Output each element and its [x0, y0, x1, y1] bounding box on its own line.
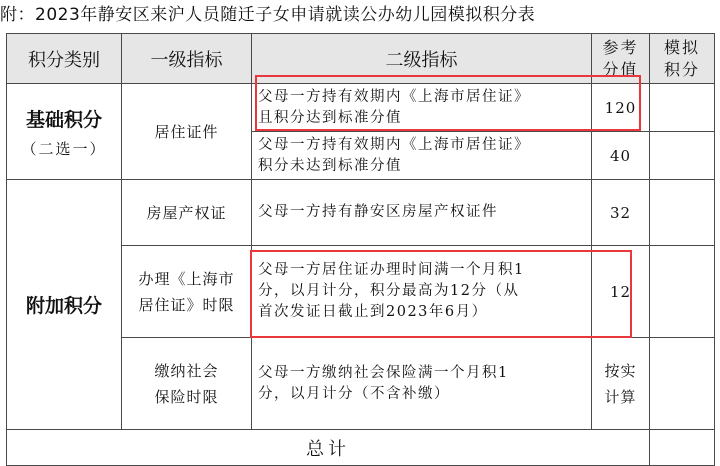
- score-line: 计算: [604, 387, 637, 406]
- score-value: [592, 338, 650, 430]
- level1-line: 房屋产权证: [146, 203, 227, 222]
- level1-line: 缴纳社会: [154, 361, 219, 380]
- score-table: [6, 33, 715, 466]
- level2-cell: [252, 84, 592, 132]
- total-label: 总计: [7, 430, 650, 466]
- simulated-score-cell[interactable]: [650, 132, 715, 180]
- simulated-score-cell[interactable]: [650, 246, 715, 338]
- simulated-score-cell[interactable]: [650, 338, 715, 430]
- header-sim-line2: 积分: [663, 59, 700, 79]
- header-score-line2: 分值: [602, 59, 639, 79]
- level1-line: 居住证》时限: [138, 295, 235, 314]
- score-value: 32: [592, 180, 650, 246]
- page-title: 附：2023年静安区来沪人员随迁子女申请就读公办幼儿园模拟积分表: [0, 5, 536, 25]
- table-row: [7, 180, 715, 246]
- simulated-score-cell[interactable]: [650, 84, 715, 132]
- level1-line: 保险时限: [154, 387, 219, 406]
- level2-line: 父母一方持有静安区房屋产权证件: [258, 204, 498, 220]
- total-score-cell[interactable]: [650, 430, 715, 466]
- level2-line: 分，以月计分，积分最高为12分（从: [258, 283, 520, 299]
- category-basic-label: 基础积分: [25, 108, 102, 131]
- level2-line: 父母一方持有效期内《上海市居住证》: [258, 136, 530, 153]
- header-simulated: [650, 34, 715, 84]
- header-score-line1: 参考: [602, 37, 639, 57]
- level2-cell: [252, 246, 592, 338]
- level2-line: 分，以月计分（不含补缴）: [258, 385, 450, 402]
- level2-line: 父母一方持有效期内《上海市居住证》: [258, 88, 530, 105]
- score-value: 120: [592, 84, 650, 132]
- simulated-score-cell[interactable]: [650, 180, 715, 246]
- header-level1: 一级指标: [122, 34, 252, 84]
- level2-line: 父母一方缴纳社会保险满一个月积1: [258, 364, 509, 381]
- header-level2: 二级指标: [252, 34, 592, 84]
- level1-line: 办理《上海市: [138, 269, 235, 288]
- header-sim-line1: 模拟: [663, 37, 700, 57]
- level1-cell: [122, 180, 252, 246]
- level1-cell: [122, 246, 252, 338]
- table-row: [7, 84, 715, 132]
- level1-cell: [122, 338, 252, 430]
- level2-line: 父母一方居住证办理时间满一个月积1: [258, 262, 525, 278]
- header-row: [7, 34, 715, 84]
- level2-cell: [252, 180, 592, 246]
- score-value: 40: [592, 132, 650, 180]
- level2-cell: [252, 132, 592, 180]
- level2-cell: [252, 338, 592, 430]
- category-basic: [7, 84, 122, 180]
- level2-line: 积分未达到标准分值: [258, 157, 402, 174]
- header-score: [592, 34, 650, 84]
- category-basic-note: （二选一）: [21, 139, 107, 158]
- category-additional: 附加积分: [7, 180, 122, 430]
- score-value: 12: [592, 246, 650, 338]
- level2-line: 首次发证日截止到2023年6月）: [258, 304, 488, 320]
- total-row: [7, 430, 715, 466]
- level1-residence: 居住证件: [122, 84, 252, 180]
- header-category: 积分类别: [7, 34, 122, 84]
- level2-line: 且积分达到标准分值: [258, 109, 402, 126]
- score-line: 按实: [604, 361, 637, 380]
